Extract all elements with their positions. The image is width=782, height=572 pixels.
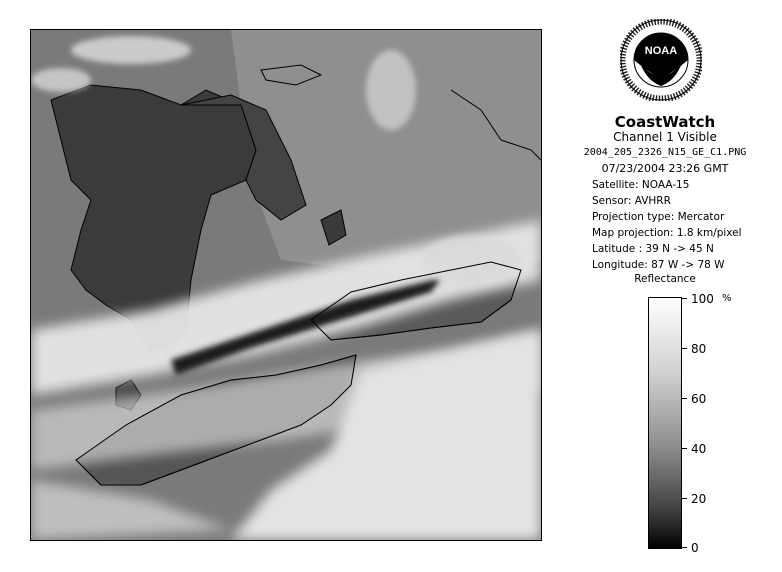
metadata-label: Map projection : — [592, 227, 677, 239]
logo-center-text: NOAA — [644, 45, 678, 57]
metadata-satellite — [592, 179, 689, 191]
date-time: 07/23/2004 23:26 GMT — [601, 162, 729, 175]
metadata-map-projection — [592, 227, 742, 239]
colorbar-tick-label: 60 — [691, 392, 707, 406]
metadata-latitude — [592, 243, 714, 255]
colorbar-tick — [681, 498, 687, 499]
metadata-longitude — [592, 259, 725, 271]
colorbar-tick-label: 0 — [691, 541, 699, 555]
metadata-label: Sensor : — [592, 195, 635, 207]
colorbar — [648, 297, 682, 549]
colorbar-tick-label: 80 — [691, 342, 707, 356]
channel-name: Channel 1 Visible — [613, 130, 717, 144]
colorbar-tick — [681, 547, 687, 548]
metadata-label: Satellite : — [592, 179, 642, 191]
colorbar-tick-label: 100 — [691, 292, 714, 306]
metadata-value: 1.8 km/pixel — [676, 227, 742, 239]
metadata-value: AVHRR — [634, 195, 671, 207]
noaa-logo — [620, 19, 702, 101]
satellite-map[interactable] — [30, 29, 542, 541]
colorbar-tick — [681, 348, 687, 349]
metadata-value: NOAA-15 — [641, 179, 690, 191]
colorbar-tick-label: 40 — [691, 442, 707, 456]
colorbar-tick-label: 20 — [691, 492, 707, 506]
colorbar-tick — [681, 398, 687, 399]
metadata-value: 87 W -> 78 W — [651, 259, 725, 271]
colorbar-title: Reflectance — [634, 273, 696, 285]
metadata-value: 39 N -> 45 N — [645, 243, 714, 255]
metadata-value: Mercator — [677, 211, 725, 223]
file-name: 2004_205_2326_N15_GE_C1.PNG — [583, 147, 747, 158]
metadata-label: Longitude : — [592, 259, 651, 271]
metadata-sensor — [592, 195, 671, 207]
colorbar-tick — [681, 298, 687, 299]
colorbar-unit: % — [722, 293, 732, 304]
satellite-image — [31, 30, 541, 540]
metadata-projection-type — [592, 211, 724, 223]
metadata-label: Projection type : — [592, 211, 678, 223]
product-name: CoastWatch — [614, 113, 716, 131]
metadata-label: Latitude : — [592, 243, 645, 255]
colorbar-tick — [681, 448, 687, 449]
